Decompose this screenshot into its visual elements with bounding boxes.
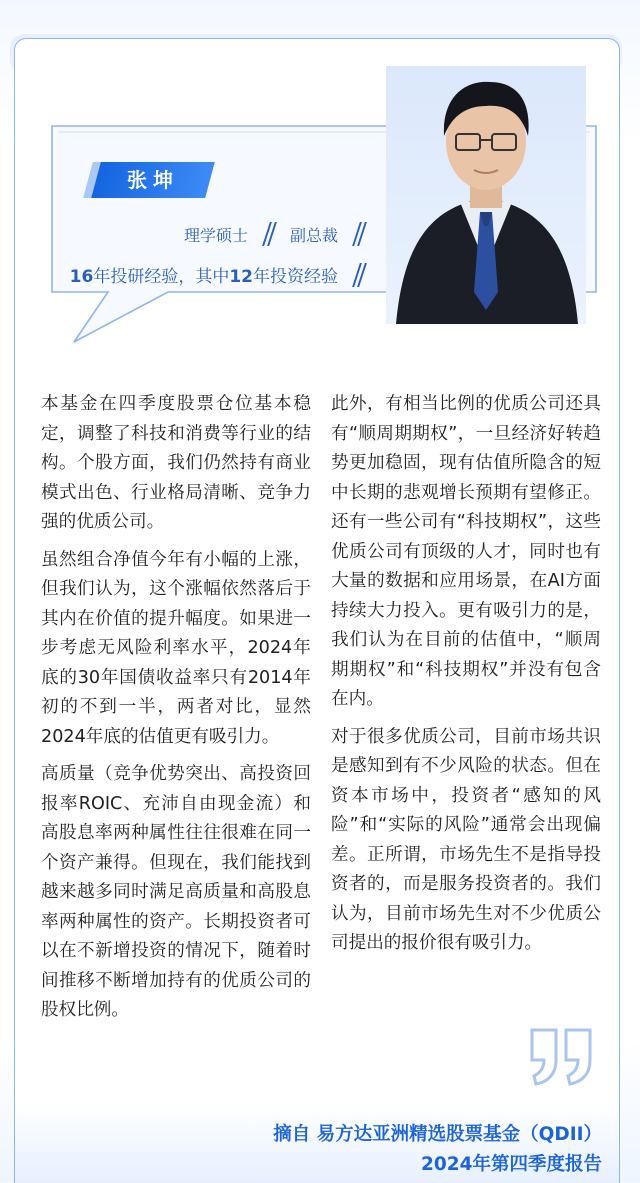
experience-middle: 年投研经验，其中 [93,267,230,287]
divider-slashes [264,222,274,246]
manager-name: 张坤 [127,168,179,192]
paragraph: 对于很多优质公司，目前市场共识是感知到有不少风险的状态。但在资本市场中，投资者“感知的风险”和“实际的风险”通常会出现偏差。正所谓，市场先生不是指导投资者的，而是服务投资者的。我们认为，目前市场先生对不少优质公司提出的报价很有吸引力。 [331,726,601,953]
paragraph: 此外，有相当比例的优质公司还具有“顺周期期权”，一旦经济好转趋势更加稳固，现有估值所隐含的短中长期的悲观增长预期有望修正。还有一些公司有“科技期权”，这些优质公司有顶级的人才，同时也有大量的数据和应用场景，在AI方面持续大力投入。更有吸引力的是，我们认为在目前的估值中，“顺周期期权”和“科技期权”并没有包含在内。 [331,394,601,709]
experience-row [70,262,364,287]
investment-years: 12 [229,267,253,287]
portrait-photo [386,66,586,324]
paragraph: 高质量（竞争优势突出、高投资回报率ROIC、充沛自由现金流）和高股息率两种属性往往很难在同一个资产兼得。但现在，我们能找到越来越多同时满足高质量和高股息率两种属性的资产。长期投资者可以在不新增投资的情况下，随着时间推移不断增加持有的优质公司的股权比例。 [41,764,311,1020]
source-line: 摘自 易方达亚洲精选股票基金（QDII） [273,1124,602,1145]
degree-label: 理学硕士 [183,225,248,245]
paragraph: 本基金在四季度股票仓位基本稳定，调整了科技和消费等行业的结构。个股方面，我们仍然持有商业模式出色、行业格局清晰、竞争力强的优质公司。 [41,394,311,532]
divider-slashes [354,263,364,287]
report-line: 2024年第四季度报告 [421,1154,602,1175]
experience-end: 年投资经验 [253,267,338,287]
divider-slashes [354,222,364,246]
research-years: 16 [69,267,94,287]
experience-text [70,262,338,287]
title-label: 副总裁 [289,225,338,245]
closing-quote-icon [528,1026,598,1086]
credentials-row [184,222,364,246]
left-column [41,390,311,1034]
right-column [331,390,601,967]
paragraph: 虽然组合净值今年有小幅的上涨，但我们认为，这个涨幅依然落后于其内在价值的提升幅度。如果进一步考虑无风险利率水平，2024年底的30年国债收益率只有2014年初的不到一半，两者对比，显然2024年底的估值更有吸引力。 [41,549,311,747]
